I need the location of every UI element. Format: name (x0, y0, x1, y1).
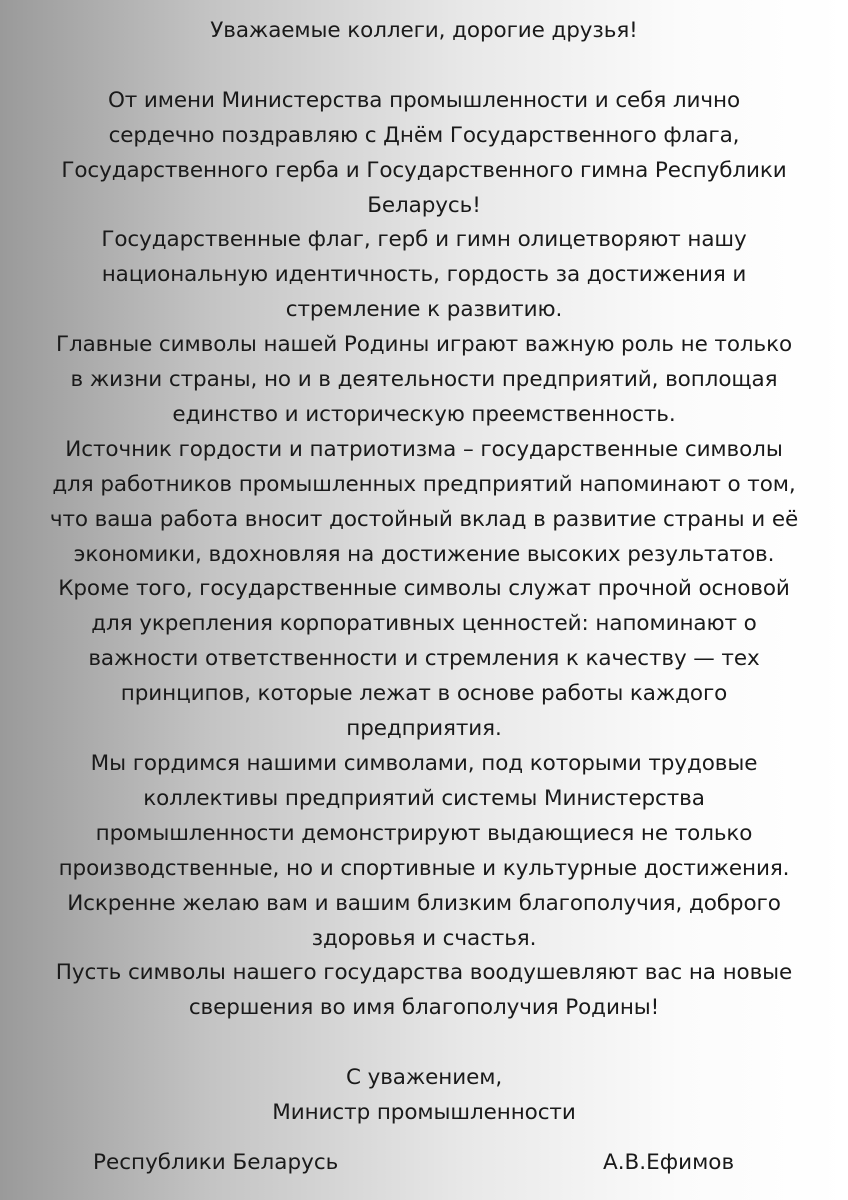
letter-line: для работников промышленных предприятий напоминают о том, (52, 471, 796, 497)
letter-line: экономики, вдохновляя на достижение высоких результатов. (73, 541, 775, 567)
spacer (0, 1026, 848, 1061)
letter-line: что ваша работа вносит достойный вклад в развитие страны и её (49, 506, 799, 532)
closing: С уважением, (345, 1065, 503, 1091)
letter-line: Государственного герба и Государственного гимна Республики (61, 157, 787, 183)
letter-line: Источник гордости и патриотизма – государственные символы (65, 436, 783, 462)
letter-line: важности ответственности и стремления к качеству — тех (88, 646, 760, 672)
letter-line: стремление к развитию. (285, 297, 563, 323)
letter-line: Кроме того, государственные символы служат прочной основой (58, 576, 790, 602)
letter-line: предприятия. (346, 716, 502, 742)
letter-line: производственные, но и спортивные и культурные достижения. (58, 855, 790, 881)
signatory-name: А.В.Ефимов (603, 1150, 735, 1175)
letter-line: Пусть символы нашего государства воодушевляют вас на новые (55, 960, 793, 986)
greeting: Уважаемые коллеги, дорогие друзья! (210, 18, 638, 43)
letter-line: свершения во имя благополучия Родины! (188, 995, 660, 1021)
letter-body (0, 14, 848, 1131)
letter-line: Главные символы нашей Родины играют важную роль не только (55, 332, 793, 358)
letter-line: национальную идентичность, гордость за достижения и (101, 262, 747, 288)
letter-line: для укрепления корпоративных ценностей: напоминают о (91, 611, 757, 637)
letter-line: единство и историческую преемственность. (172, 401, 676, 427)
letter-line: Искренне желаю вам и вашим близким благополучия, доброго (67, 890, 781, 916)
letter-line: Мы гордимся нашими символами, под которыми трудовые (90, 751, 758, 777)
position-title: Министр промышленности (272, 1100, 576, 1126)
letter-line: принципов, которые лежат в основе работы каждого (120, 681, 728, 707)
letter-line: промышленности демонстрируют выдающиеся не только (95, 820, 753, 846)
position-country: Республики Беларусь (93, 1150, 339, 1175)
letter-line: коллективы предприятий системы Министерства (143, 785, 705, 811)
letter-line: Государственные флаг, герб и гимн олицетворяют нашу (101, 227, 747, 253)
letter-line: Беларусь! (367, 192, 481, 218)
letter-line: сердечно поздравляю с Днём Государственного флага, (108, 122, 740, 148)
letter-line: в жизни страны, но и в деятельности предприятий, воплощая (70, 367, 778, 393)
letter-line: От имени Министерства промышленности и себя лично (107, 87, 741, 113)
spacer (0, 49, 848, 84)
letter-line: здоровья и счастья. (311, 925, 537, 951)
